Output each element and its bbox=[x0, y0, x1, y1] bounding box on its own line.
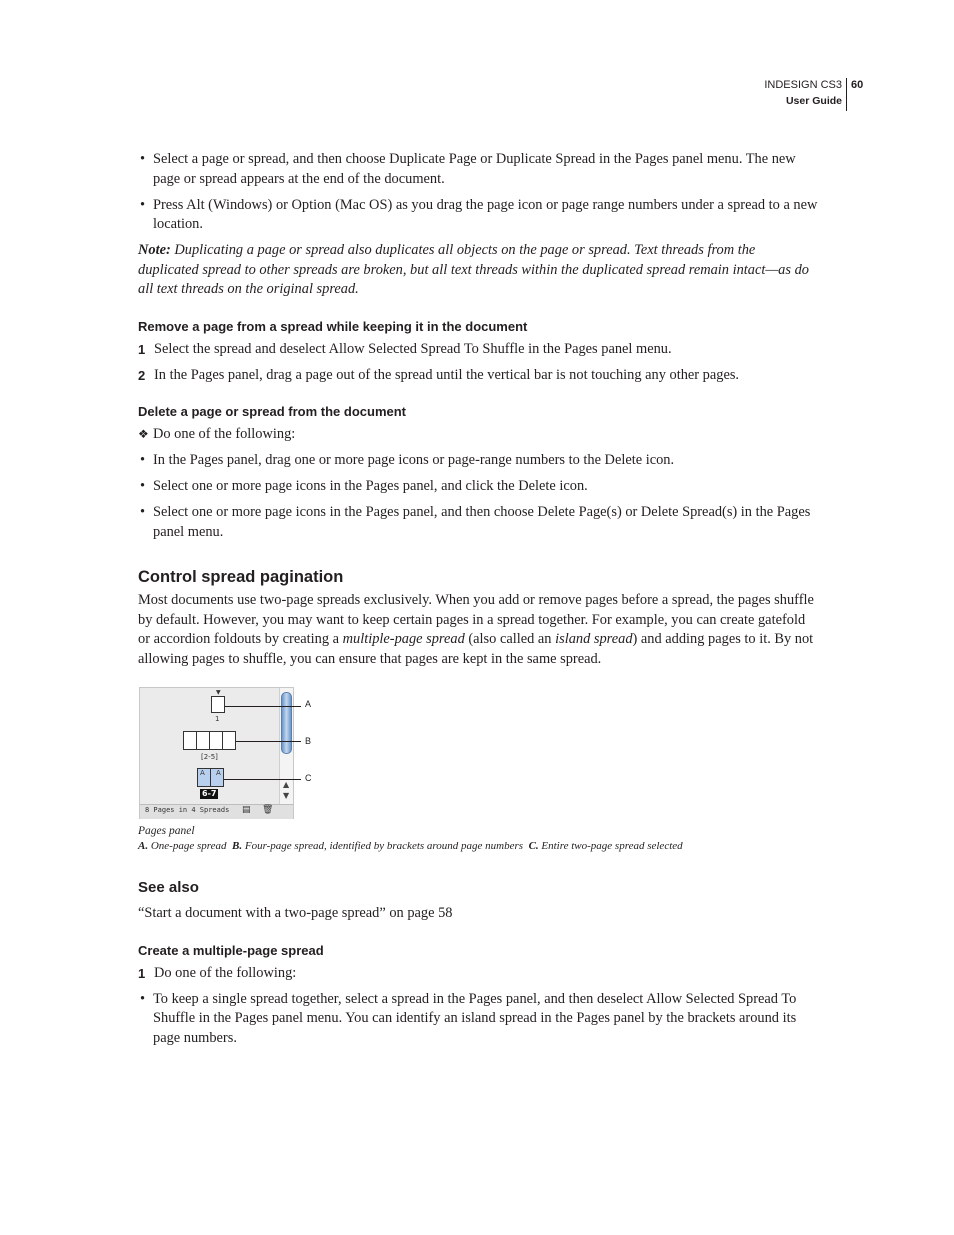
header-subtitle: User Guide bbox=[785, 95, 842, 107]
figure-caption-legend: A. One-page spread B. Four-page spread, identified by brackets around page numbers C. Entire two-page spread selected bbox=[138, 840, 683, 852]
callout-label-c: C bbox=[305, 773, 312, 783]
spread-range-label: [2-5] bbox=[201, 753, 218, 761]
header-divider bbox=[846, 78, 847, 111]
see-also-link[interactable]: “Start a document with a two-page spread” on page 58 bbox=[138, 905, 453, 921]
list-item: • Select one or more page icons in the Pages panel, and then choose Delete Page(s) or Delete Spread(s) in the Pages panel menu. bbox=[140, 504, 811, 540]
scroll-thumb[interactable] bbox=[281, 692, 292, 754]
list-item: • In the Pages panel, drag one or more page icons or page-range numbers to the Delete icon. bbox=[140, 452, 675, 468]
trash-icon[interactable]: 🗑 bbox=[262, 805, 274, 815]
callout-line-b bbox=[236, 741, 301, 742]
heading-remove-page: Remove a page from a spread while keeping it in the document bbox=[138, 318, 528, 334]
note-text: Duplicating a page or spread also duplicates all objects on the page or spread. Text threads from the duplicated spread to other spreads are broken, but all text threads within the duplicated spread remain intact—as do all text threads on the original spread. bbox=[138, 242, 809, 297]
list-item: • Press Alt (Windows) or Option (Mac OS) as you drag the page icon or page range numbers under a spread to a new location. bbox=[140, 196, 818, 232]
page-icon-selected[interactable]: A bbox=[197, 768, 211, 787]
scroll-up-icon[interactable]: ▲ bbox=[283, 780, 290, 789]
heading-see-also: See also bbox=[138, 879, 199, 896]
note-label: Note: bbox=[138, 242, 171, 258]
callout-label-a: A bbox=[305, 699, 312, 709]
list-item: • Select a page or spread, and then choose Duplicate Page or Duplicate Spread in the Pages panel menu. The new page or spread appears at the end of the document. bbox=[140, 151, 796, 187]
callout-line-a bbox=[225, 706, 301, 707]
heading-delete-page: Delete a page or spread from the document bbox=[138, 404, 407, 419]
bullet-marker: • bbox=[140, 151, 146, 167]
header-page-number: 60 bbox=[851, 79, 864, 91]
procedure-intro: ❖ Do one of the following: bbox=[138, 425, 818, 445]
figure-caption-title: Pages panel bbox=[138, 825, 195, 837]
insertion-arrow-icon: ▼ bbox=[216, 689, 221, 696]
page-icon[interactable] bbox=[196, 731, 210, 750]
panel-footer bbox=[140, 804, 293, 819]
page-icon[interactable] bbox=[183, 731, 197, 750]
scroll-down-icon[interactable]: ▼ bbox=[283, 791, 290, 800]
body-paragraph: Most documents use two-page spreads exclusively. When you add or remove pages before a spread, the pages shuffle by default. However, you may want to keep certain pages in a spread together. For example, you can create gatefold or accordion foldouts by creating a multiple-page spread (also called an island spread) and adding pages to it. By not allowing pages to shuffle, you can ensure that pages are kept in the same spread. bbox=[138, 592, 814, 667]
selected-range-label: 6-7 bbox=[202, 789, 217, 798]
page-icon-single[interactable] bbox=[211, 696, 225, 713]
new-page-icon[interactable]: ▤ bbox=[242, 805, 251, 815]
page-icon[interactable] bbox=[209, 731, 223, 750]
list-item: • To keep a single spread together, select a spread in the Pages panel, and then deselect Allow Selected Spread To Shuffle in the Pages panel menu. You can identify an island spread in the Pages panel by the brackets around its page numbers. bbox=[140, 990, 797, 1046]
step-item: 1 Do one of the following: bbox=[138, 964, 297, 981]
page-body bbox=[138, 150, 818, 1055]
header-title: INDESIGN CS3 bbox=[764, 79, 842, 91]
note-paragraph bbox=[138, 241, 818, 300]
page-number-label: 1 bbox=[215, 715, 220, 723]
step-item: 1 Select the spread and deselect Allow Selected Spread To Shuffle in the Pages panel menu. bbox=[138, 340, 672, 357]
heading-control-spread: Control spread pagination bbox=[138, 568, 344, 586]
step-item: 2 In the Pages panel, drag a page out of the spread until the vertical bar is not touching any other pages. bbox=[138, 366, 740, 383]
page-icon[interactable] bbox=[222, 731, 236, 750]
bullet-marker: • bbox=[140, 196, 146, 213]
callout-line-c bbox=[224, 779, 301, 780]
diamond-bullet-icon: ❖ bbox=[138, 427, 149, 441]
pages-panel-figure bbox=[139, 687, 319, 819]
page-icon-selected[interactable]: A bbox=[210, 768, 224, 787]
callout-label-b: B bbox=[305, 736, 312, 746]
list-item: • Select one or more page icons in the Pages panel, and click the Delete icon. bbox=[140, 478, 588, 494]
page-count-status: 8 Pages in 4 Spreads bbox=[145, 806, 230, 814]
heading-create-spread: Create a multiple-page spread bbox=[138, 942, 324, 958]
